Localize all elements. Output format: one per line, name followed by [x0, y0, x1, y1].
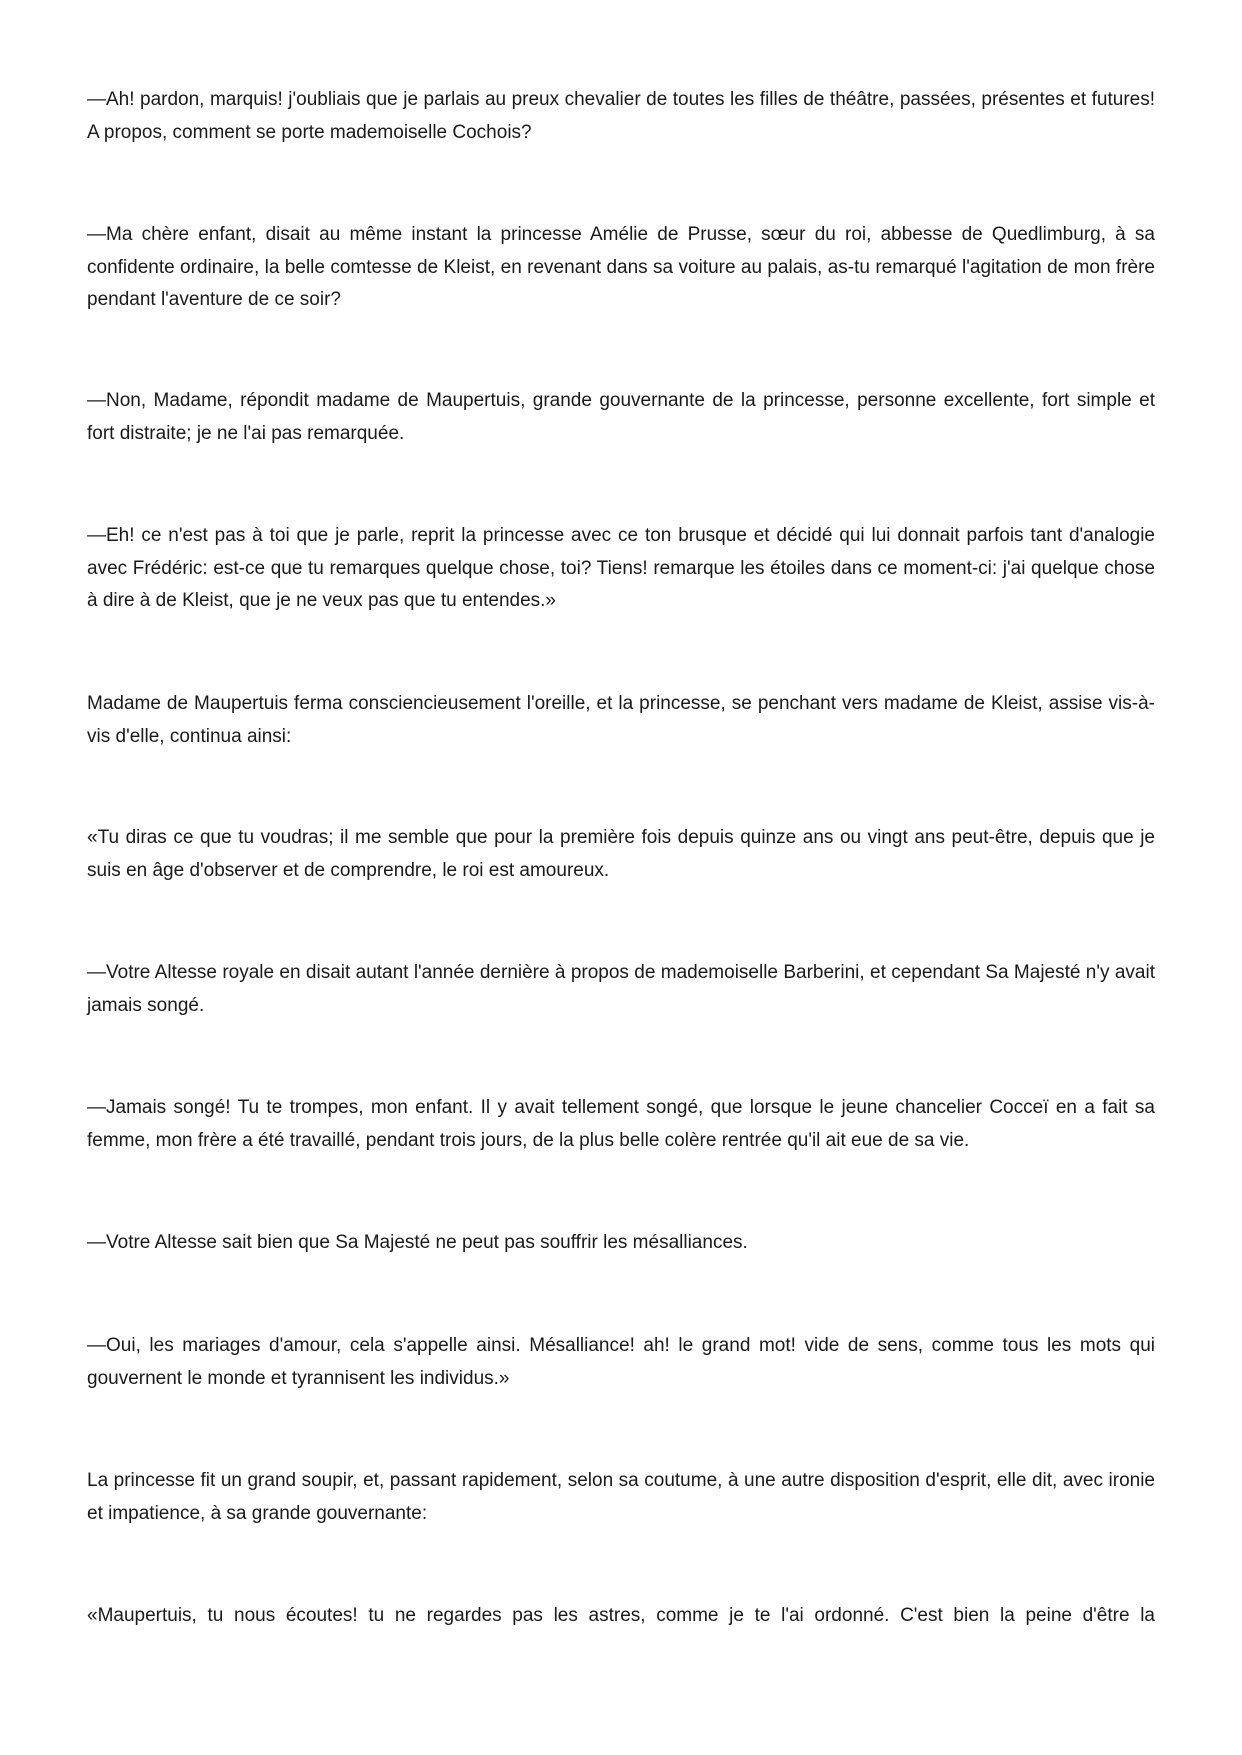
paragraph-5: Madame de Maupertuis ferma consciencieusement l'oreille, et la princesse, se penchant vers madame de Kleist, assise vis-à-vis d'elle, continua ainsi: [87, 693, 1155, 747]
paragraph-12: «Maupertuis, tu nous écoutes! tu ne regardes pas les astres, comme je te l'ai ordonné. C'est bien la peine d'être la [87, 1605, 1155, 1626]
paragraph-3: —Non, Madame, répondit madame de Maupertuis, grande gouvernante de la princesse, personne excellente, fort simple et fort distraite; je ne l'ai pas remarquée. [87, 390, 1155, 444]
paragraph-8: —Jamais songé! Tu te trompes, mon enfant. Il y avait tellement songé, que lorsque le jeune chancelier Cocceï en a fait sa femme, mon frère a été travaillé, pendant trois jours, de la plus belle colère rentrée qu'il ait eue de sa vie. [87, 1097, 1155, 1151]
paragraph-4: —Eh! ce n'est pas à toi que je parle, reprit la princesse avec ce ton brusque et décidé qui lui donnait parfois tant d'analogie avec Frédéric: est-ce que tu remarques quelque chose, toi? Tiens! remarque les étoiles dans ce moment-ci: j'ai quelque chose à dire à de Kleist, que je ne veux pas que tu entendes.» [87, 525, 1155, 611]
paragraph-2: —Ma chère enfant, disait au même instant la princesse Amélie de Prusse, sœur du roi, abbesse de Quedlimburg, à sa confidente ordinaire, la belle comtesse de Kleist, en revenant dans sa voiture au palais, as-tu remarqué l'agitation de mon frère pendant l'aventure de ce soir? [87, 224, 1155, 310]
paragraph-11: La princesse fit un grand soupir, et, passant rapidement, selon sa coutume, à une autre disposition d'esprit, elle dit, avec ironie et impatience, à sa grande gouvernante: [87, 1470, 1155, 1524]
paragraph-6: «Tu diras ce que tu voudras; il me semble que pour la première fois depuis quinze ans ou vingt ans peut-être, depuis que je suis en âge d'observer et de comprendre, le roi est amoureux. [87, 827, 1155, 881]
paragraph-10: —Oui, les mariages d'amour, cela s'appelle ainsi. Mésalliance! ah! le grand mot! vide de sens, comme tous les mots qui gouvernent le monde et tyrannisent les individus.» [87, 1335, 1155, 1389]
paragraph-7: —Votre Altesse royale en disait autant l'année dernière à propos de mademoiselle Barberini, et cependant Sa Majesté n'y avait jamais songé. [87, 962, 1155, 1016]
paragraph-1: —Ah! pardon, marquis! j'oubliais que je parlais au preux chevalier de toutes les filles de théâtre, passées, présentes et futures! A propos, comment se porte mademoiselle Cochois? [87, 89, 1155, 143]
paragraph-9: —Votre Altesse sait bien que Sa Majesté ne peut pas souffrir les mésalliances. [87, 1232, 748, 1253]
